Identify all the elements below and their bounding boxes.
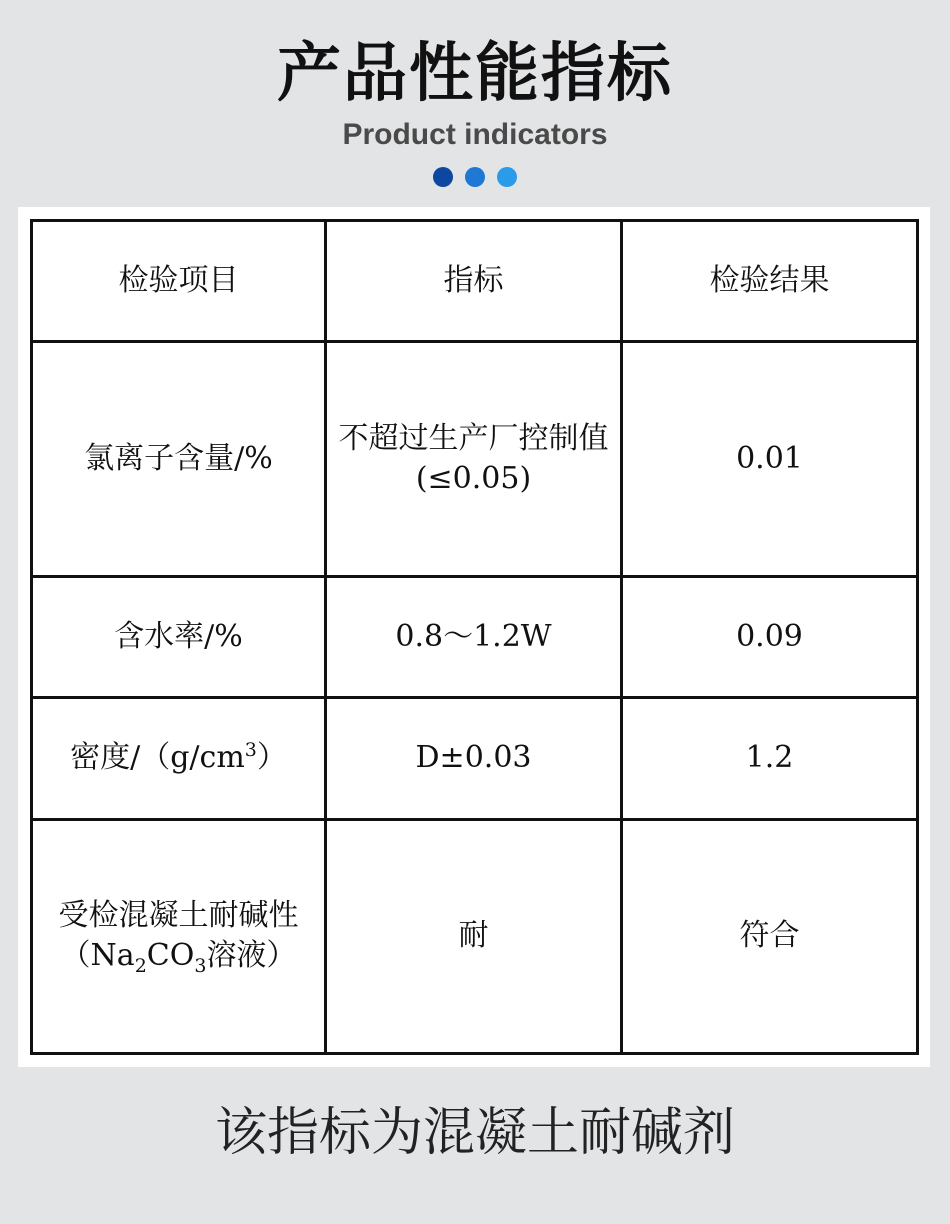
- page-title: 产品性能指标: [277, 37, 673, 111]
- density-exponent: 3: [244, 739, 257, 762]
- header-result: 检验结果: [622, 221, 918, 342]
- indicator-table: [30, 219, 919, 1055]
- row-spec: 耐: [326, 819, 622, 1053]
- row-item: 氯离子含量/%: [32, 342, 326, 576]
- density-label-end: ）: [256, 740, 287, 776]
- alkali-sub-2: 3: [194, 955, 207, 978]
- footer-caption: 该指标为混凝土耐碱剂: [214, 1103, 735, 1163]
- alkali-formula-close: 溶液）: [206, 938, 297, 974]
- row-result: 1.2: [622, 698, 918, 819]
- header-item: 检验项目: [32, 221, 326, 342]
- row-item: [32, 819, 326, 1053]
- table-row: [32, 819, 918, 1053]
- row-item: 含水率/%: [32, 576, 326, 697]
- alkali-label: 受检混凝土耐碱性: [58, 898, 299, 934]
- table-row: [32, 576, 918, 697]
- alkali-formula-mid: CO: [146, 938, 195, 974]
- row-item: [32, 698, 326, 819]
- row-spec: 不超过生产厂控制值(≤0.05): [326, 342, 622, 576]
- alkali-formula-open: （Na: [60, 938, 135, 974]
- row-result: 0.01: [622, 342, 918, 576]
- row-result: 0.09: [622, 576, 918, 697]
- dot-2: [465, 167, 485, 187]
- alkali-sub-1: 2: [134, 955, 147, 978]
- dot-1: [433, 167, 453, 187]
- row-spec: D±0.03: [326, 698, 622, 819]
- page-subtitle: Product indicators: [342, 118, 608, 151]
- table-header-row: [32, 221, 918, 342]
- dot-3: [497, 167, 517, 187]
- decorative-dots: [0, 167, 950, 187]
- indicator-card: [18, 207, 930, 1067]
- row-result: 符合: [622, 819, 918, 1053]
- header-spec: 指标: [326, 221, 622, 342]
- table-row: [32, 698, 918, 819]
- table-row: [32, 342, 918, 576]
- row-spec: 0.8～1.2W: [326, 576, 622, 697]
- density-label: 密度/（g/cm: [70, 740, 245, 776]
